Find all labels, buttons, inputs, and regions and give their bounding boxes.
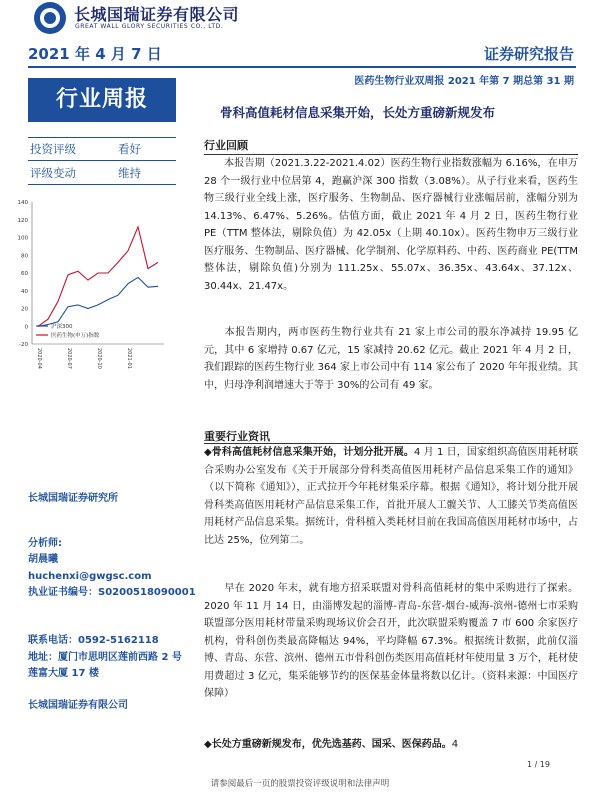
category-banner: 行业周报 (28, 78, 176, 122)
y-tick-label: 120 (17, 217, 28, 224)
company-name: 长城国瑞证券有限公司 (74, 5, 240, 24)
report-type: 证券研究报告 (483, 45, 574, 63)
legend-label: 医药生物(申万)指数 (51, 333, 100, 339)
y-tick-label: 140 (17, 200, 28, 206)
paragraph (204, 324, 578, 394)
header-divider (28, 66, 576, 68)
paragraph (204, 155, 578, 295)
address-line1: 地址：厦门市思明区莲前西路 2 号 (28, 652, 182, 663)
report-date: 2021 年 4 月 7 日 (28, 45, 162, 63)
y-tick-label: 80 (21, 253, 28, 260)
footer-disclaimer: 请参阅最后一页的股票投资评级说明和法律声明 (210, 779, 390, 789)
page-number: 1 / 19 (526, 760, 550, 769)
paragraph-text: 4 月 1 日，国家组织高值医用耗材联合采购办公室发布《关于开展部分骨科类高值医用耗材产品信息采集工作的通知》（以下简称《通知》），正式拉开今年耗材集采序幕。根据《通知》，将计划分批开展骨科类高值医用耗材产品信息采集工作，首批开展人工髋关节、人工膝关节类高值医用耗材产品信息采集。据统计，骨科植入类耗材目前在我国高值医用耗材市场中，占比达 25%，位列第二。 (204, 447, 578, 546)
institute-name: 长城国瑞证券研究所 (28, 493, 118, 504)
legend-label: 沪深300 (51, 324, 73, 330)
analyst-label: 分析师: (28, 538, 62, 549)
rating-value: 看好 (118, 142, 141, 156)
chart-svg (4, 194, 180, 394)
rating-change-label: 评级变动 (30, 166, 76, 180)
section-heading: 行业回顾 (204, 139, 248, 152)
y-tick-label: 40 (21, 288, 28, 295)
contact-phone: 联系电话：0592-5162118 (28, 635, 159, 646)
page-title: 骨科高值耗材信息采集开始，长处方重磅新规发布 (220, 105, 496, 120)
paragraph (204, 736, 578, 754)
y-tick-label: 0 (24, 324, 28, 331)
address-line2: 莲富大厦 17 楼 (28, 668, 99, 679)
x-tick-label: 2020-10 (96, 348, 102, 369)
paragraph (204, 444, 578, 549)
paragraph-text: 本报告期内，两市医药生物行业共有 21 家上市公司的股东净减持 19.95 亿元，其中 6 家增持 0.67 亿元，15 家减持 20.62 亿元。截止 2021 年 4 月 2 日，我们跟踪的医药生物行业 364 家上市公司中有 114 家公布了 2020 年年报业绩。其中，归母净利润增速大于等于 30%的公司有 49 家。 (204, 327, 578, 391)
paragraph (204, 580, 578, 703)
performance-chart (4, 194, 180, 394)
news-headline: ◆长处方重磅新规发布，优先选基药、国采、医保药品。 (204, 739, 452, 750)
rating-change-value: 维持 (118, 166, 141, 180)
y-tick-label: 100 (17, 235, 28, 242)
report-series: 医药生物行业双周报 2021 年第 7 期总第 31 期 (354, 76, 574, 87)
x-tick-label: 2021-01 (126, 348, 132, 369)
paragraph-text: 本报告期（2021.3.22-2021.4.02）医药生物行业指数涨幅为 6.16%，在申万 28 个一级行业中位居第 4，跑赢沪深 300 指数（3.08%）。从子行业来看，医药生物三级行业全线上涨，医疗服务、生物制品、医疗器械行业涨幅居前，涨幅分别为 14.13%、6.47%、5.26%。估值方面，截止 2021 年 4 月 2 日，医药生物行业 PE（TTM 整体法，剔除负值）为 42.05x（上期 40.10x）。医药生物申万三级行业医疗服务、生物制品、医疗器械、化学制剂、化学原料药、中药、医药商业 PE(TTM 整体法，剔除负值)分别为 111.25x、55.07x、36.35x、43.64x、37.12x、30.44x、21.47x。 (204, 158, 578, 292)
company-footer: 长城国瑞证券有限公司 (28, 700, 128, 711)
analyst-name: 胡晨曦 (28, 554, 58, 565)
license-number: 执业证书编号：S0200518090001 (28, 587, 196, 598)
sidebar-divider (28, 160, 176, 161)
rating-label: 投资评级 (30, 142, 76, 156)
news-headline: ◆骨科高值耗材信息采集开始，计划分批开展。 (204, 447, 414, 458)
y-tick-label: 60 (21, 271, 28, 277)
sidebar-divider (28, 137, 176, 138)
x-tick-label: 2020-07 (66, 348, 72, 369)
paragraph-text: 早在 2020 年末，就有地方招采联盟对骨科高值耗材的集中采购进行了探索。2020 年 11 月 14 日，由淄博发起的淄博-青岛-东营-烟台-威海-滨州-德州七市采购联盟部分医用耗材带量采购现场议价会召开，此次联盟采购覆盖 7 市 600 余家医疗机构，骨科创伤类最高降幅达 94%，平均降幅 67.3%。根据统计数据，此前仅淄博、青岛、东营、滨州、德州五市骨科创伤类医用高值耗材年使用量 3 万个，耗材使用费超过 3 亿元，集采能够节约的医保基金体量将数以亿计。（资料来源：中国医疗保障） (204, 583, 578, 699)
section-heading: 重要行业资讯 (204, 430, 270, 443)
paragraph-text: 4 (451, 739, 459, 750)
series-line (38, 227, 158, 326)
x-tick-label: 2020-04 (36, 348, 42, 369)
y-tick-label: 20 (21, 306, 28, 313)
sidebar-divider (28, 184, 176, 185)
analyst-email[interactable]: huchenxi@gwgsc.com (28, 571, 152, 582)
y-tick-label: -20 (19, 342, 28, 348)
company-logo (34, 2, 66, 34)
series-line (38, 277, 158, 326)
company-name-en: GREAT WALL GLORY SECURITIES CO., LTD. (75, 23, 224, 30)
